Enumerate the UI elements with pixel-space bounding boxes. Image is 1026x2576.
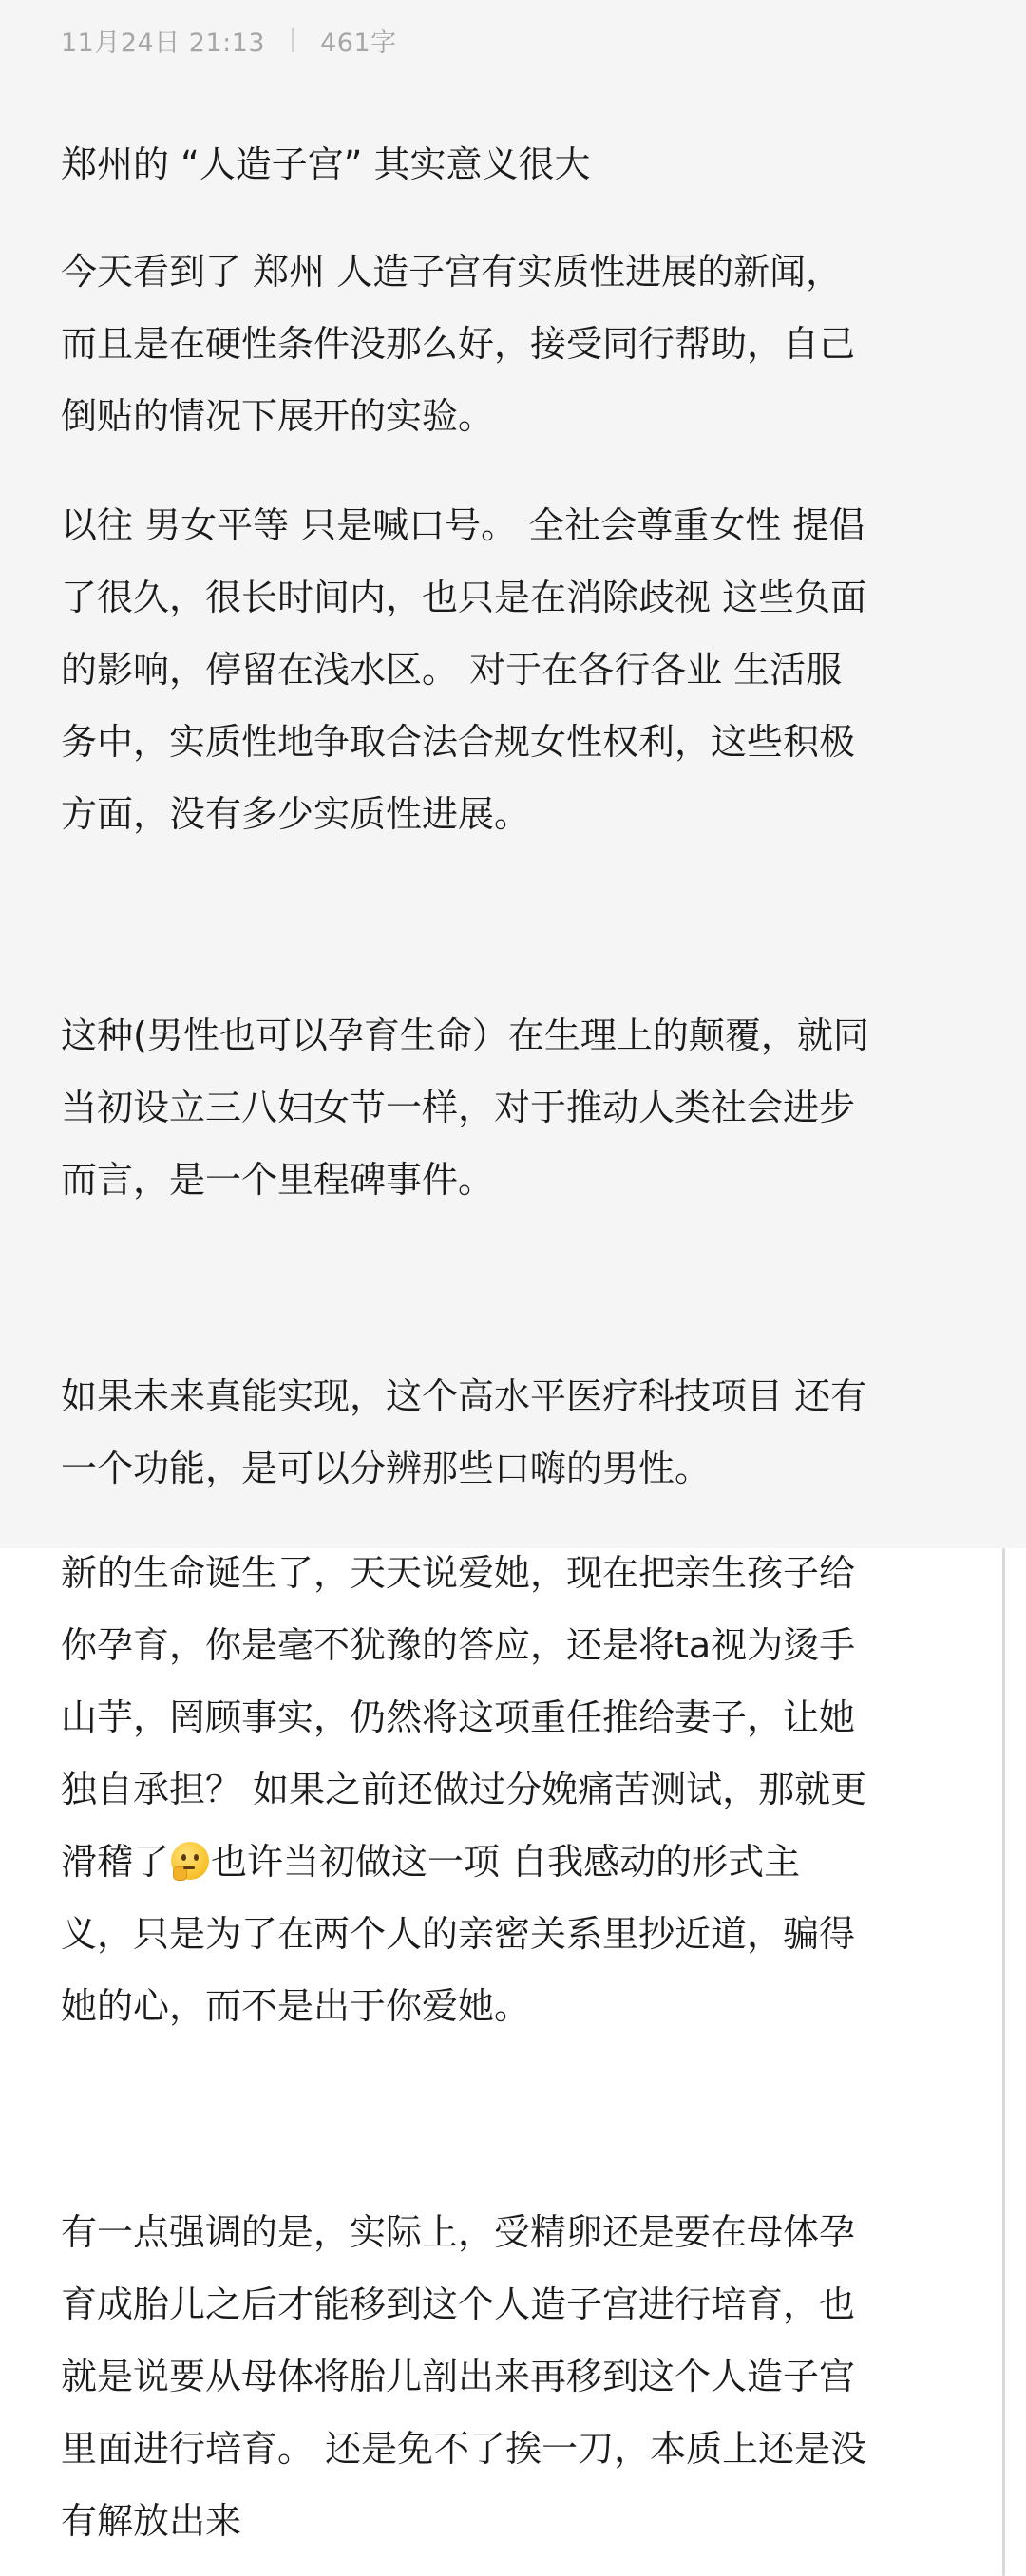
article-title: 郑州的 “人造子宫” 其实意义很大 — [61, 143, 591, 185]
paragraph-6 — [61, 2196, 973, 2557]
text-line: 务中，实质性地争取合法合规女性权利，这些积极 — [61, 721, 856, 763]
text-line: 里面进行培育。 还是免不了挨一刀，本质上还是没 — [61, 2428, 867, 2470]
text-line: 这种(男性也可以孕育生命）在生理上的颠覆，就同 — [61, 1014, 869, 1056]
thinking-face-emoji-icon — [171, 1842, 209, 1880]
text-line: 有解放出来 — [61, 2500, 242, 2542]
paragraph-3 — [61, 999, 973, 1216]
text-line: 一个功能，是可以分辨那些口嗨的男性。 — [61, 1448, 712, 1489]
text-line: 的影响，停留在浅水区。 对于在各行各业 生活服 — [61, 649, 843, 691]
text-line: 就是说要从母体将胎儿剖出来再移到这个人造子宫 — [61, 2356, 856, 2397]
paragraph-5 — [61, 1537, 973, 2042]
text-line: 今天看到了 郑州 人造子宫有实质性进展的新闻， — [61, 251, 843, 293]
text-line: 方面，没有多少实质性进展。 — [61, 793, 531, 835]
text-line: 山芋，罔顾事实，仍然将这项重任推给妻子，让她 — [61, 1696, 856, 1738]
text-line: 新的生命诞生了，天天说爱她，现在把亲生孩子给 — [61, 1552, 856, 1594]
text-line: 了很久，很长时间内，也只是在消除歧视 这些负面 — [61, 577, 867, 618]
text-line: 有一点强调的是，实际上，受精卵还是要在母体孕 — [61, 2211, 856, 2253]
meta-divider — [292, 28, 294, 52]
thinking-hand-icon — [173, 1866, 187, 1881]
emoji-line-before: 滑稽了 — [61, 1841, 170, 1883]
text-line: 而言，是一个里程碑事件。 — [61, 1159, 495, 1201]
text-line: 你孕育，你是毫不犹豫的答应，还是将ta视为烫手 — [61, 1624, 856, 1666]
text-line: 如果未来真能实现，这个高水平医疗科技项目 还有 — [61, 1375, 867, 1417]
text-line: 倒贴的情况下展开的实验。 — [61, 395, 495, 437]
text-line: 育成胎儿之后才能移到这个人造子宫进行培育，也 — [61, 2283, 856, 2325]
paragraph-4 — [61, 1360, 973, 1505]
text-line: 义，只是为了在两个人的亲密关系里抄近道，骗得 — [61, 1913, 856, 1955]
text-line: 当初设立三八妇女节一样，对于推动人类社会进步 — [61, 1087, 856, 1128]
scrollbar[interactable] — [1002, 1548, 1005, 2576]
text-line: 以往 男女平等 只是喊口号。 全社会尊重女性 提倡 — [61, 504, 865, 546]
paragraph-1 — [61, 236, 973, 452]
emoji-line-after: 也许当初做这一项 自我感动的形式主 — [211, 1841, 801, 1883]
text-line: 而且是在硬性条件没那么好，接受同行帮助，自己 — [61, 323, 856, 365]
text-line: 独自承担？ 如果之前还做过分娩痛苦测试，那就更 — [61, 1769, 867, 1810]
text-line-with-emoji — [61, 1826, 973, 1898]
article-word-count: 461字 — [320, 28, 397, 58]
article-meta — [61, 19, 397, 61]
article-datetime: 11月24日 21:13 — [61, 28, 266, 58]
paragraph-2 — [61, 489, 973, 850]
text-line: 她的心，而不是出于你爱她。 — [61, 1985, 531, 2027]
